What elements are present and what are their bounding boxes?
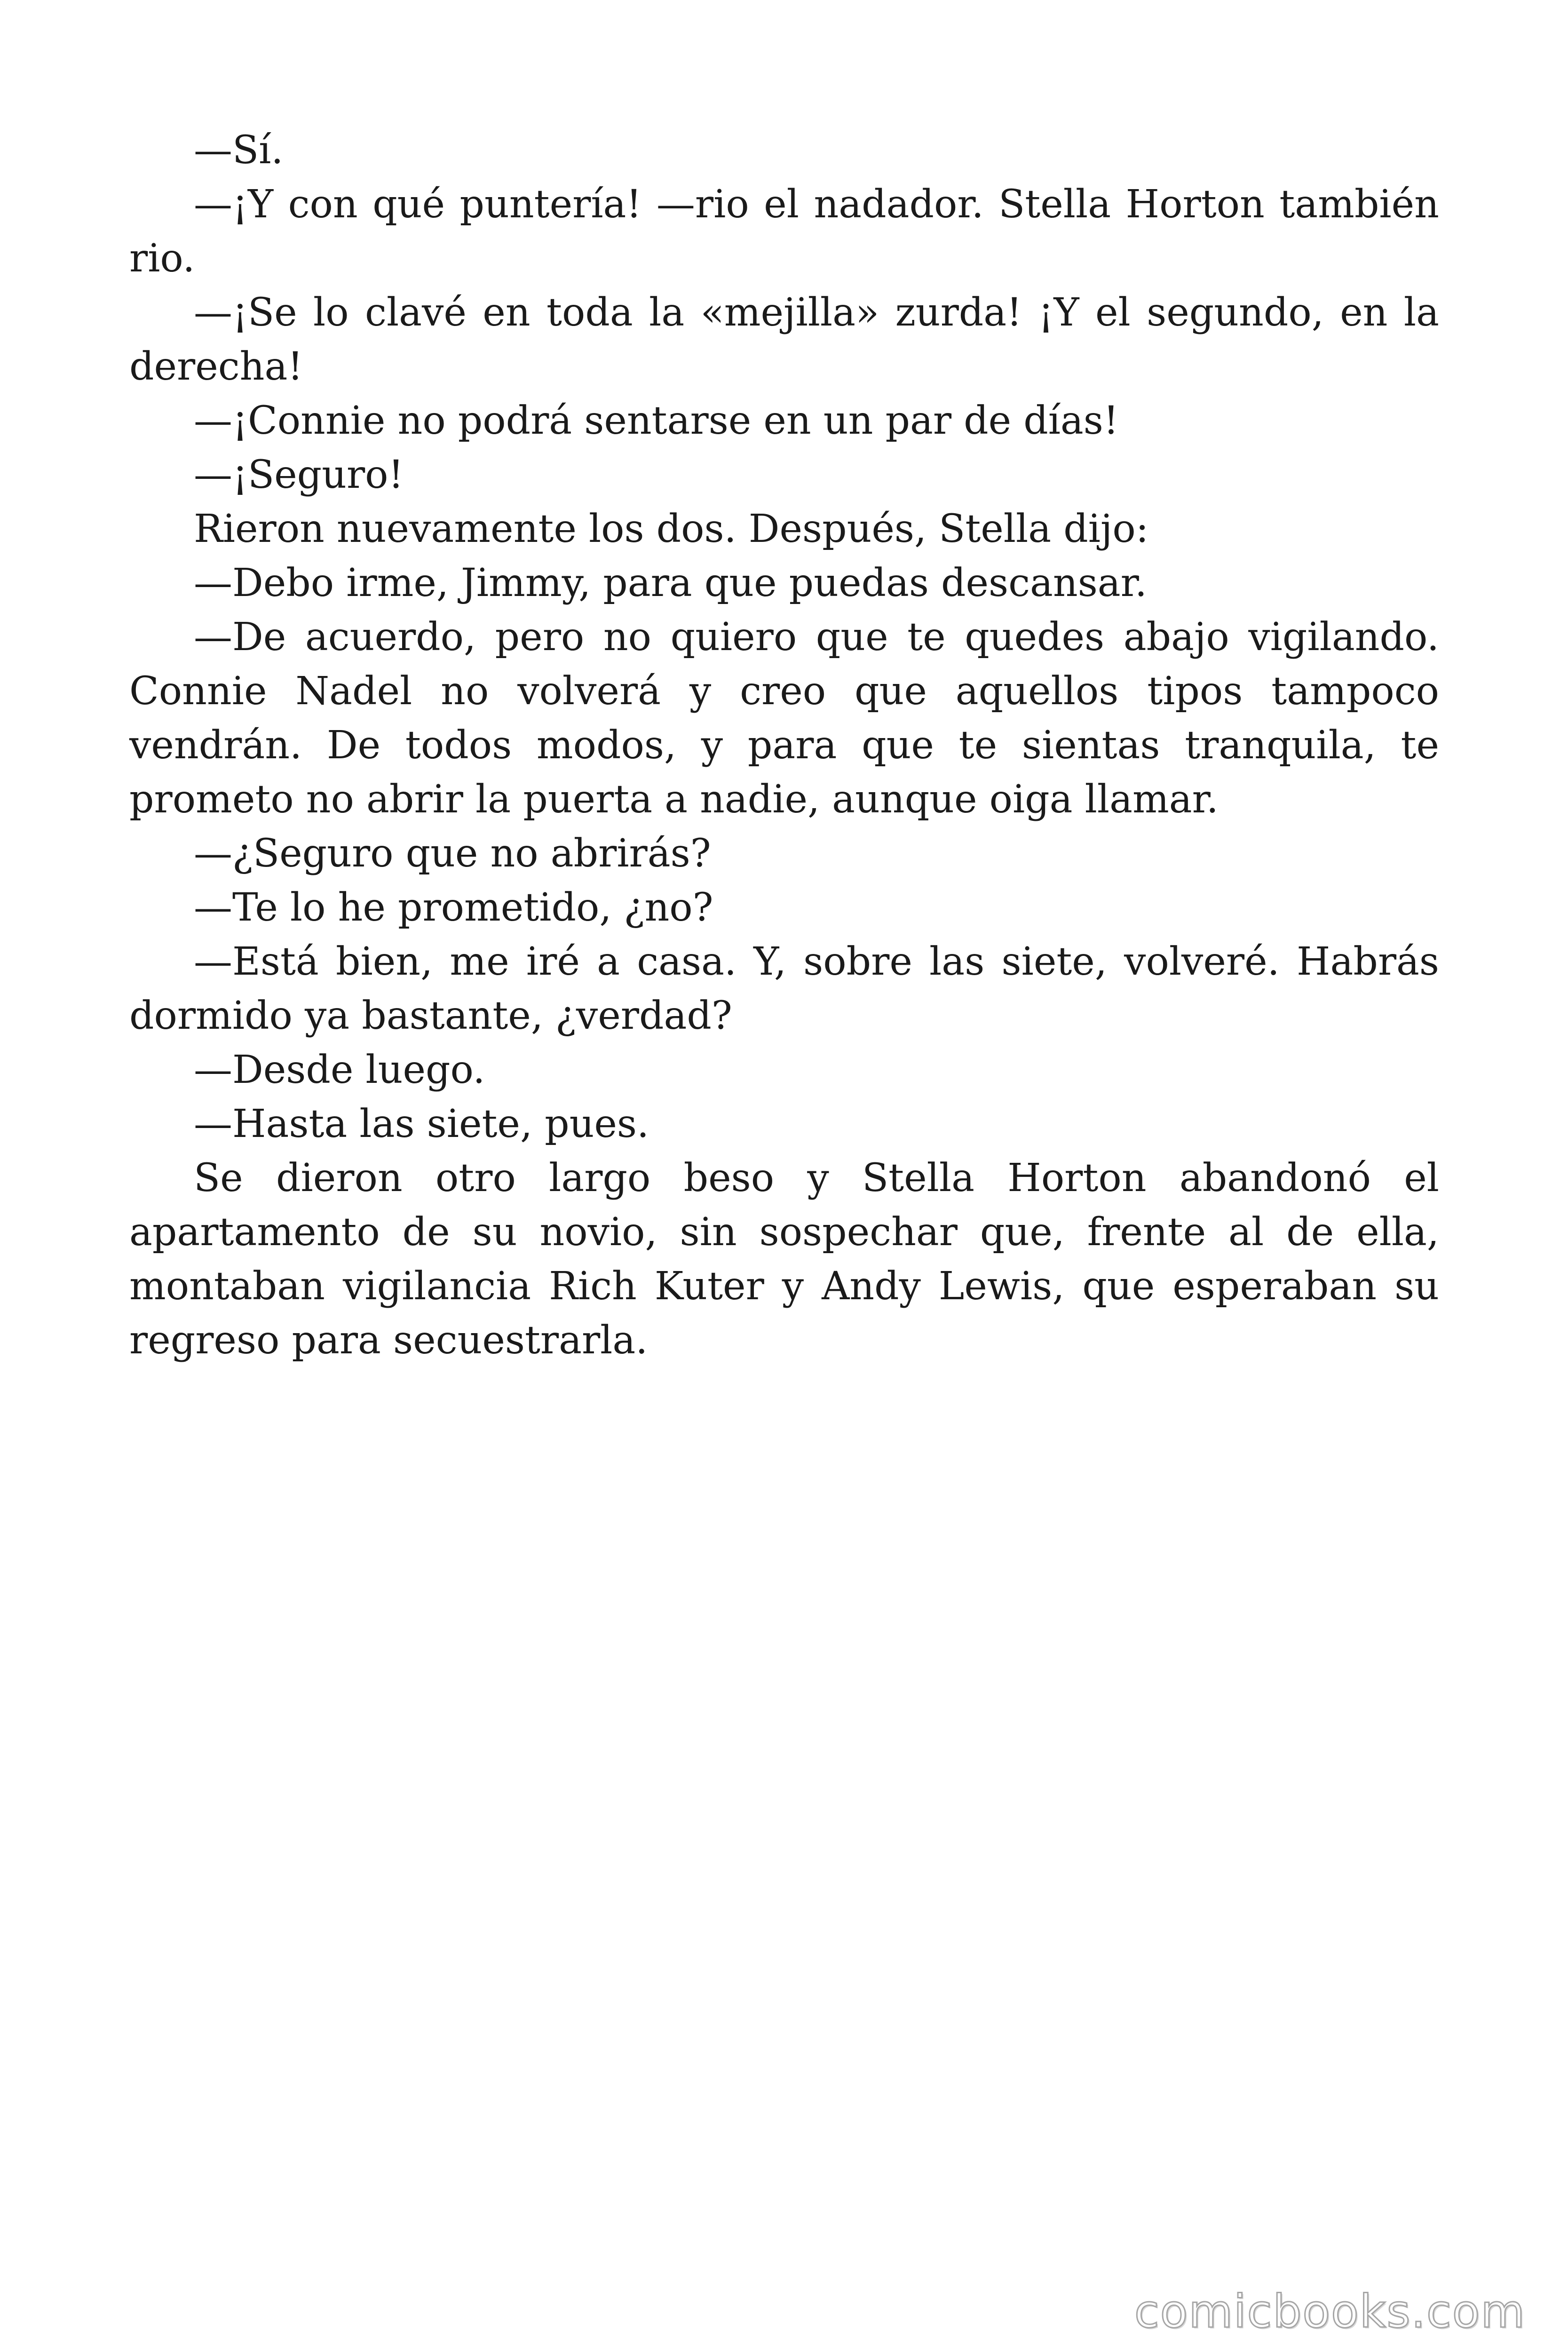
paragraph: —¡Y con qué puntería! —rio el nadador. Stella Horton también rio. xyxy=(129,182,1439,281)
site-watermark: comicbooks.com xyxy=(1134,2285,1526,2338)
paragraph: —Hasta las siete, pues. xyxy=(194,1102,649,1146)
body-text xyxy=(129,123,1439,1367)
paragraph: —¿Seguro que no abrirás? xyxy=(194,831,711,876)
paragraph: —Debo irme, Jimmy, para que puedas descansar. xyxy=(194,561,1147,605)
paragraph: Se dieron otro largo beso y Stella Horton abandonó el apartamento de su novio, sin sospechar que, frente al de ella, montaban vigilancia Rich Kuter y Andy Lewis, que esperaban su regreso para secuestrarla. xyxy=(129,1156,1439,1363)
paragraph: —De acuerdo, pero no quiero que te quedes abajo vigilando. Connie Nadel no volverá y creo que aquellos tipos tampoco vendrán. De todos modos, y para que te sientas tranquila, te prometo no abrir la puerta a nadie, aunque oiga llamar. xyxy=(129,615,1439,822)
paragraph: —¡Se lo clavé en toda la «mejilla» zurda! ¡Y el segundo, en la derecha! xyxy=(129,290,1439,389)
paragraph: —Desde luego. xyxy=(194,1048,485,1092)
paragraph: —Está bien, me iré a casa. Y, sobre las siete, volveré. Habrás dormido ya bastante, ¿verdad? xyxy=(129,939,1439,1038)
paragraph: Rieron nuevamente los dos. Después, Stella dijo: xyxy=(194,507,1149,551)
paragraph: —Te lo he prometido, ¿no? xyxy=(194,885,713,930)
paragraph: —¡Connie no podrá sentarse en un par de días! xyxy=(194,398,1119,443)
paragraph: —¡Seguro! xyxy=(194,453,404,497)
paragraph: —Sí. xyxy=(194,128,284,173)
